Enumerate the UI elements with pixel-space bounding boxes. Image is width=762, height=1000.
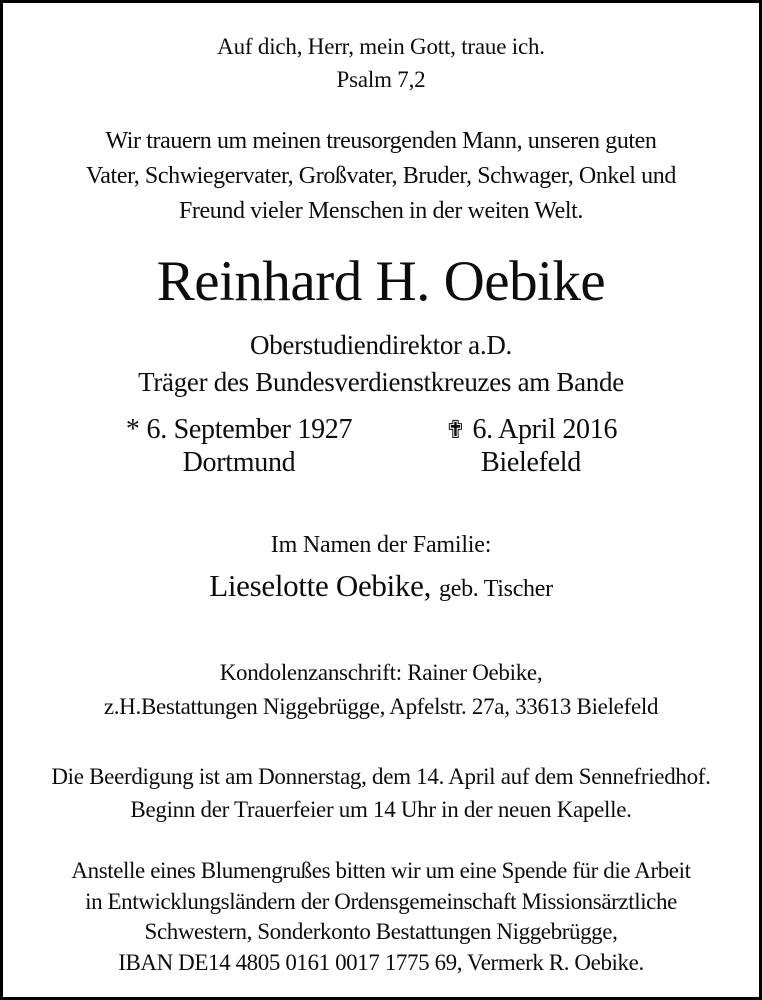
deceased-titles <box>3 327 759 401</box>
donation-line: Schwestern, Sonderkonto Bestattungen Niggebrügge, <box>144 919 618 944</box>
cross-icon: ✟ <box>444 415 466 444</box>
family-signer-name: Lieselotte Oebike, <box>209 568 432 603</box>
donation-request <box>3 856 759 978</box>
epigraph-source: Psalm 7,2 <box>336 67 426 92</box>
death-date-line <box>438 413 624 446</box>
donation-line: IBAN DE14 4805 0161 0017 1775 69, Vermerk R. Oebike. <box>118 949 644 975</box>
deceased-title: Träger des Bundesverdienstkreuzes am Bande <box>138 367 624 397</box>
birth-star-icon: * <box>125 414 140 445</box>
birth-place: Dortmund <box>182 447 296 478</box>
funeral-line: Beginn der Trauerfeier um 14 Uhr in der neuen Kapelle. <box>130 797 632 822</box>
condolence-line: Kondolenzanschrift: Rainer Oebike, <box>219 660 543 685</box>
condolence-line: z.H.Bestattungen Niggebrügge, Apfelstr. 27a, 33613 Bielefeld <box>103 694 659 719</box>
donation-line: in Entwicklungsländern der Ordensgemeinschaft Missionsärztliche <box>85 888 677 914</box>
family-intro: Im Namen der Familie: <box>270 532 492 558</box>
birth-date: 6. September 1927 <box>146 414 353 445</box>
death-place: Bielefeld <box>481 447 581 478</box>
mourning-line: Wir trauern um meinen treusorgenden Mann, unseren guten <box>105 128 657 154</box>
donation-line: Anstelle eines Blumengrußes bitten wir um eine Spende für die Arbeit <box>71 858 691 883</box>
funeral-line: Die Beerdigung ist am Donnerstag, dem 14. April auf dem Sennefriedhof. <box>51 764 711 789</box>
funeral-details <box>3 760 759 826</box>
mourning-paragraph <box>3 124 759 229</box>
birth-info <box>114 413 364 479</box>
birth-date-line <box>114 413 364 446</box>
death-date: 6. April 2016 <box>472 414 618 445</box>
death-info <box>438 413 624 479</box>
epigraph-quote: Auf dich, Herr, mein Gott, traue ich. <box>217 34 545 59</box>
deceased-name: Reinhard H. Oebike <box>156 250 606 313</box>
deceased-title: Oberstudiendirektor a.D. <box>250 330 512 360</box>
family-signer-maiden-name: geb. Tischer <box>439 576 553 602</box>
condolence-address <box>3 656 759 724</box>
epigraph <box>3 30 759 96</box>
mourning-line: Vater, Schwiegervater, Großvater, Bruder, Schwager, Onkel und <box>86 163 676 189</box>
mourning-line: Freund vieler Menschen in der weiten Welt. <box>178 198 584 224</box>
family-signature <box>3 565 759 610</box>
life-dates <box>0 413 747 479</box>
